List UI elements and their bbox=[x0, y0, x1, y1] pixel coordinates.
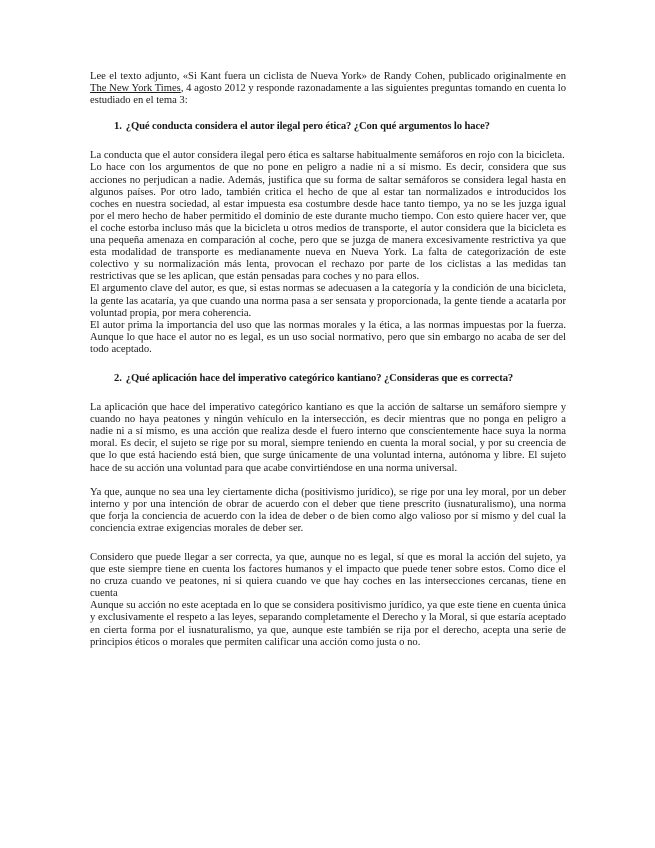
nyt-link[interactable]: The New York Times bbox=[90, 83, 181, 95]
spacer bbox=[90, 475, 566, 487]
document-body bbox=[90, 71, 566, 649]
question-1-text: ¿Qué conducta considera el autor ilegal pero ética? ¿Con qué argumentos lo hace? bbox=[125, 121, 490, 133]
answer-1-paragraph-1: La conducta que el autor considera ilegal pero ética es saltarse habitualmente semáforos en rojo con la bicicleta. bbox=[90, 150, 565, 162]
question-2-number: 2. bbox=[114, 372, 122, 384]
question-1-heading bbox=[90, 121, 566, 133]
answer-2-paragraph-1: La aplicación que hace del imperativo categórico kantiano es que la acción de saltarse un semáforo siempre y cuando no haya peatones y ningún vehículo en la intersección, es decir mientras que no ponga en peligro a nadie ni a sí mismo, es una acción que realiza desde el fuero interno que conscientemente hace suya la norma moral. Es decir, el sujeto se rige por su moral, siempre teniendo en cuenta la moral social, y por su creencia de que lo que está haciendo está bien, que surge únicamente de una voluntad interna, autónoma y libre. El sujeto hace de su acción una voluntad para que acabe convirtiéndose en una norma universal. bbox=[90, 402, 566, 474]
answer-2-paragraph-3: Considero que puede llegar a ser correcta, ya que, aunque no es legal, sí que es moral la acción del sujeto, ya que este siempre tiene en cuenta los factores humanos y el impacto que puede tener sobre estos. Como dice el no cruza cuando ve peatones, ni si quiera cuando ve que hay coches en las intersecciones cercanas, tiene en cuenta bbox=[90, 552, 566, 600]
question-1-number: 1. bbox=[114, 121, 122, 133]
intro-paragraph bbox=[90, 71, 566, 107]
answer-1-paragraph-4: El autor prima la importancia del uso que las normas morales y la ética, a las normas impuestas por la fuerza. Aunque lo que hace el autor no es legal, es un uso social normativo, pero que sin embargo no acaba de ser del todo aceptado. bbox=[90, 319, 566, 355]
spacer bbox=[90, 535, 566, 552]
question-2-heading bbox=[90, 373, 566, 385]
answer-1-paragraph-3: El argumento clave del autor, es que, si estas normas se adecuasen a la categoría y la condición de una bicicleta, la gente las acataría, ya que cuando una norma pasa a ser sensata y proporcionada, la gente tiende a acatarla por voluntad propia, por mera coherencia. bbox=[90, 283, 566, 319]
question-2-text: ¿Qué aplicación hace del imperativo categórico kantiano? ¿Consideras que es correcta? bbox=[125, 372, 514, 384]
answer-2-paragraph-4: Aunque su acción no este aceptada en lo que se considera positivismo jurídico, ya que este tiene en cuenta única y exclusivamente el respeto a las leyes, separando completamente el Derecho y la Moral, si que estaría aceptado en cierta forma por el iusnaturalismo, ya que, aunque este también se rija por el derecho, acepta una serie de principios éticos o morales que permiten calificar una acción como justa o no. bbox=[90, 600, 566, 648]
intro-text-start: Lee el texto adjunto, «Si Kant fuera un ciclista de Nueva York» de Randy Cohen, publicado originalmente en bbox=[90, 71, 566, 82]
answer-2-paragraph-2: Ya que, aunque no sea una ley ciertamente dicha (positivismo jurídico), se rige por una ley moral, por un deber interno y por una intención de obrar de acuerdo con el deber que tiene prescrito (iusnaturalismo), una norma que forja la conciencia de acuerdo con la idea de deber o de bien como algo valioso por sí mismo y del cual la conciencia extrae exigencias morales de deber ser. bbox=[90, 486, 566, 534]
answer-1-paragraph-2: Lo hace con los argumentos de que no pone en peligro a nadie ni a sí mismo. Es decir, considera que sus acciones no perjudican a nadie. Además, justifica que su forma de saltar semáforos se considera legal hasta en algunos países. Por otro lado, también critica el hecho de que al estar tan normalizados e introducidos los coches en nuestra sociedad, al estar impuesta esa costumbre desde hace tanto tiempo, ya no se les juzga igual por el mero hecho de haber permitido el dominio de este durante mucho tiempo. Con esto quiere hacer ver, que el coche estorba incluso más que la bicicleta u otros medios de transporte, el autor considera que la bicicleta es una pequeña amenaza en comparación al coche, pero que se juzga de manera excesivamente restrictiva ya que esta modalidad de transporte es medianamente nueva en Nueva York. La falta de categorización de este colectivo y su normalización más lenta, provocan el rechazo por parte de los ciclistas a las medidas tan restrictivas que se les aplican, que están pensadas para coches y no para ellos. bbox=[90, 162, 566, 283]
spacer bbox=[90, 356, 566, 373]
intro-text-end: , 4 agosto 2012 y responde razonadamente a las siguientes preguntas tomando en cuenta lo estudiado en el tema 3: bbox=[90, 83, 567, 107]
